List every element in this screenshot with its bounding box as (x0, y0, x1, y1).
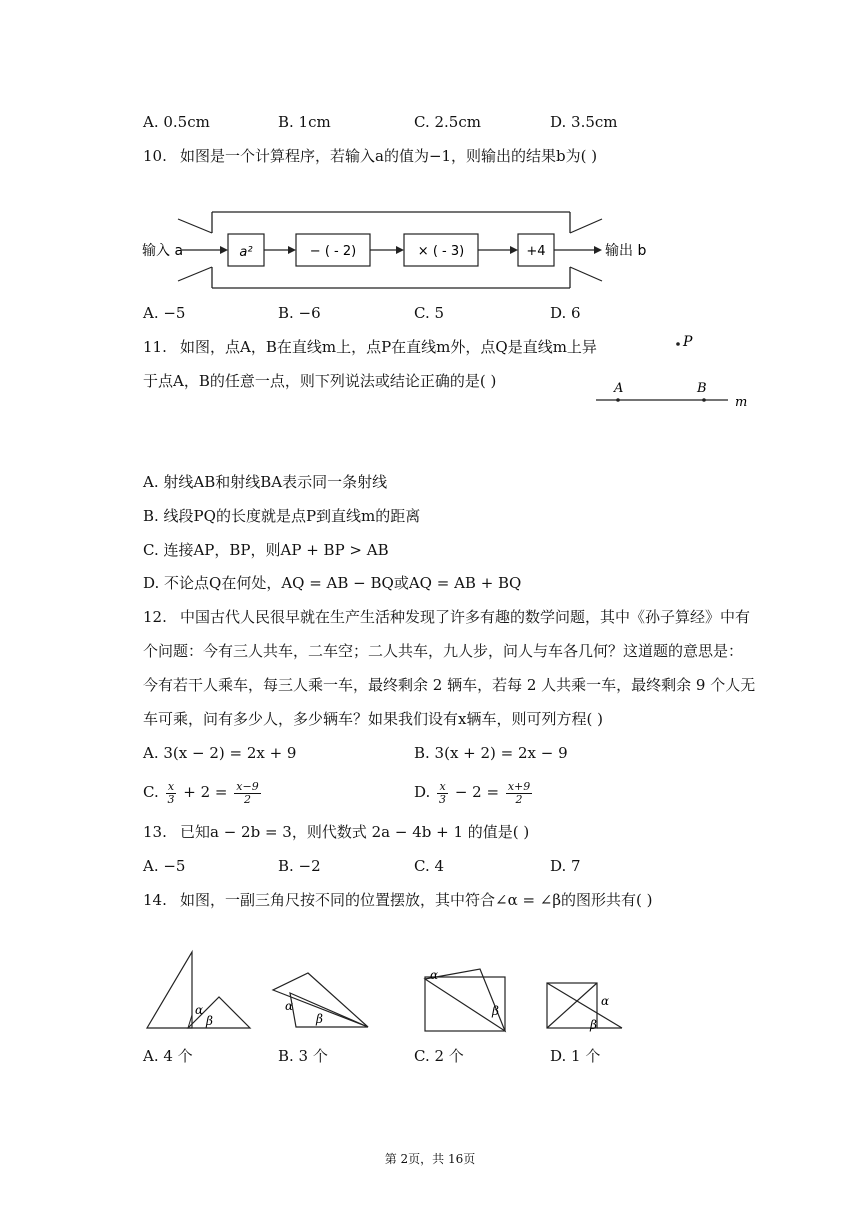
q14-stem: 如图，一副三角尺按不同的位置摆放，其中符合∠α = ∠β的图形共有( ) (180, 891, 653, 909)
q13-option-d: D. 7 (550, 857, 581, 875)
page-footer: 第 2页，共 16页 (384, 1152, 476, 1166)
q10-option-d: D. 6 (550, 304, 581, 322)
svg-text:α: α (601, 994, 610, 1008)
q11-option-c: C. 连接AP，BP，则AP + BP > AB (143, 541, 389, 559)
q10-input-label: 输入 a (142, 243, 184, 259)
q11-stem-line1: 如图，点A，B在直线m上，点P在直线m外，点Q是直线m上异 (180, 338, 597, 356)
q11-option-b: B. 线段PQ的长度就是点P到直线m的距离 (143, 507, 421, 525)
q13-option-b: B. −2 (278, 857, 321, 875)
q10-output-label: 输出 b (605, 243, 647, 259)
q9-option-a: A. 0.5cm (143, 113, 210, 131)
q12-line-3: 今有若干人乘车，每三人乘一车，最终剩余 2 辆车，若每 2 人共乘一车，最终剩余 9 个人无 (143, 676, 756, 694)
q11-number: 11. (143, 338, 167, 356)
q10-box3: × ( - 3) (417, 244, 465, 259)
q9-option-b: B. 1cm (278, 113, 331, 131)
q10-stem: 如图是一个计算程序，若输入a的值为−1，则输出的结果b为( ) (180, 147, 598, 165)
q9-option-d: D. 3.5cm (550, 113, 618, 131)
q10-box1: a² (239, 245, 253, 260)
q14-figure-b (268, 965, 378, 1035)
q10-option-a: A. −5 (143, 304, 186, 322)
q12-option-c: C. $\frac{x}{3}$ + 2 = $\frac{x-9}{2}$ (143, 779, 259, 806)
q14-figure-a (140, 945, 255, 1035)
q14-option-b: B. 3 个 (278, 1047, 328, 1065)
q12-option-b: B. 3(x + 2) = 2x − 9 (414, 744, 568, 762)
q12-option-a: A. 3(x − 2) = 2x + 9 (143, 744, 297, 762)
svg-text:β: β (316, 1012, 323, 1026)
svg-text:β: β (590, 1018, 597, 1032)
q11-line-figure (590, 330, 760, 420)
q11-point-p: P (683, 334, 693, 350)
q12-line-1: 中国古代人民很早就在生产生活种发现了许多有趣的数学问题，其中《孙子算经》中有 (180, 608, 751, 626)
q9-option-c: C. 2.5cm (414, 113, 481, 131)
q14-number: 14. (143, 891, 167, 909)
q14-option-c: C. 2 个 (414, 1047, 464, 1065)
q10-option-b: B. −6 (278, 304, 321, 322)
q12-line-4: 车可乘，问有多少人，多少辆车？如果我们设有x辆车，则可列方程( ) (143, 710, 603, 728)
q11-option-a: A. 射线AB和射线BA表示同一条射线 (143, 473, 388, 491)
q13-option-c: C. 4 (414, 857, 445, 875)
q13-stem: 已知a − 2b = 3，则代数式 2a − 4b + 1 的值是( ) (180, 823, 530, 841)
q10-number: 10. (143, 147, 167, 165)
q11-point-b: B (697, 381, 707, 396)
q13-option-a: A. −5 (143, 857, 186, 875)
q11-option-d: D. 不论点Q在何处，AQ = AB − BQ或AQ = AB + BQ (143, 574, 522, 592)
svg-text:α: α (285, 999, 294, 1013)
q10-box2: − ( - 2) (309, 244, 357, 259)
q10-option-c: C. 5 (414, 304, 445, 322)
q12-line-2: 个问题：今有三人共车，二车空；二人共车，九人步，问人与车各几何？这道题的意思是： (143, 642, 744, 660)
q11-point-a: A (614, 381, 624, 396)
q14-figure-c (418, 965, 518, 1035)
svg-text:α: α (430, 968, 439, 982)
q14-option-a: A. 4 个 (143, 1047, 193, 1065)
q13-number: 13. (143, 823, 167, 841)
q10-flowchart-figure (140, 205, 660, 295)
q11-stem-line2: 于点A，B的任意一点，则下列说法或结论正确的是( ) (143, 372, 497, 390)
q11-line-m: m (735, 395, 748, 410)
svg-text:β: β (492, 1004, 499, 1018)
beta-label: β (206, 1014, 213, 1028)
q12-number: 12. (143, 608, 167, 626)
q10-box4: +4 (526, 244, 546, 259)
q14-figure-d (540, 975, 630, 1035)
alpha-label: α (195, 1003, 204, 1017)
q14-option-d: D. 1 个 (550, 1047, 601, 1065)
q12-option-d: D. $\frac{x}{3}$ − 2 = $\frac{x+9}{2}$ (414, 779, 531, 806)
